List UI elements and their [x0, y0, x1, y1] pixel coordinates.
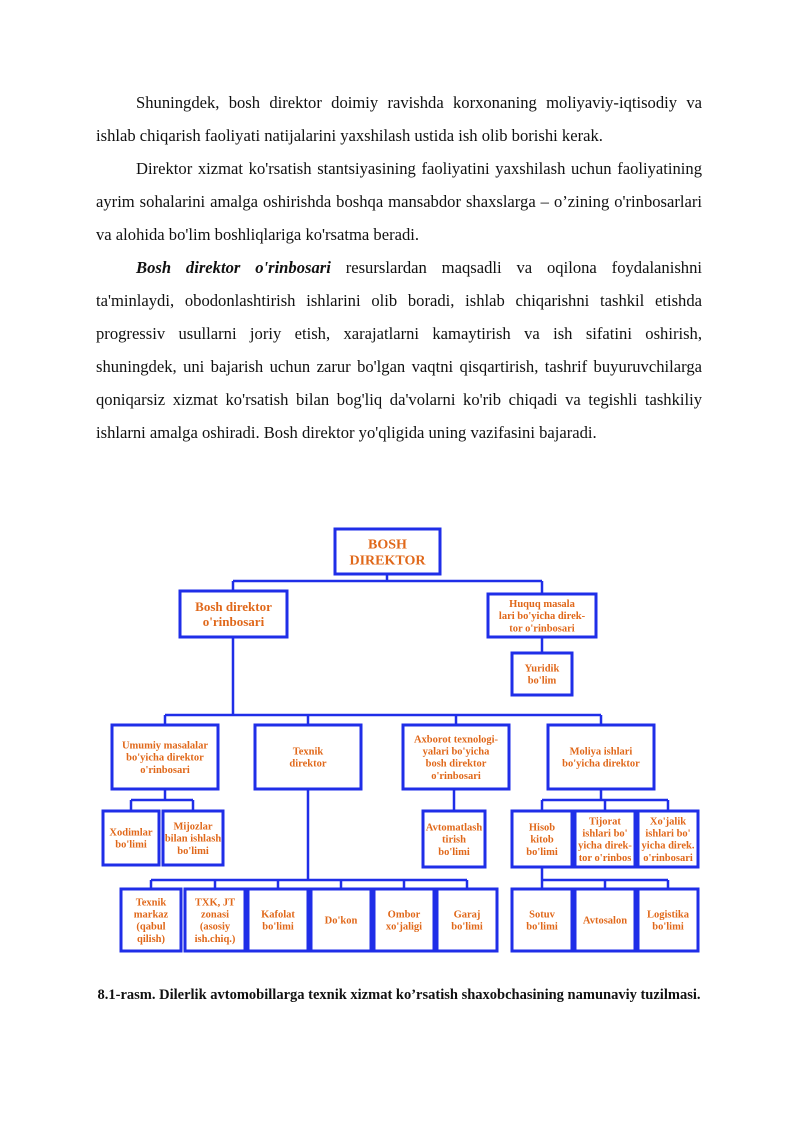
org-box-logistika — [638, 889, 698, 951]
org-box-label: bo'limi — [262, 921, 294, 933]
org-box-label: tor o'rinbosari — [509, 623, 575, 635]
org-box-label: (asosiy — [199, 921, 231, 933]
org-box-label: tirish — [442, 834, 466, 846]
org-box-avtosalon — [575, 889, 635, 951]
org-box-label: Logistika — [646, 909, 690, 921]
org-box-label: Texnik — [292, 746, 324, 758]
org-box-label: bo'yicha direktor — [126, 752, 204, 764]
org-box-label: o'rinbosari — [140, 764, 190, 776]
org-box-label: markaz — [133, 909, 169, 921]
org-box-ombor — [374, 889, 434, 951]
org-box-label: Texnik — [135, 897, 167, 909]
org-box-sotuv — [512, 889, 572, 951]
paragraph-1: Shuningdek, bosh direktor doimiy ravishda korxonaning moliyaviy-iqtisodiy va ishlab chiqarish faoliyati natijalarini yaxshilash ustida ish olib borishi kerak. — [96, 93, 702, 145]
body-text — [96, 86, 702, 449]
org-box-label: Avtomatlash — [425, 822, 483, 834]
org-box-huquq-masala — [488, 594, 596, 637]
org-box-label: bo'limi — [526, 846, 558, 858]
org-box-label: bo'limi — [526, 921, 558, 933]
org-box-kafolat-bolimi — [248, 889, 308, 951]
org-box-label: Xodimlar — [109, 827, 153, 839]
org-box-label: ishlari bo' — [582, 828, 628, 840]
org-box-label: ishlari bo' — [645, 828, 691, 840]
org-box-bosh-direktor-orinbosari — [180, 591, 287, 637]
org-box-garaj — [437, 889, 497, 951]
org-box-yuridik-bolim — [512, 653, 572, 695]
org-box-label: tor o'rinbos — [578, 852, 632, 864]
org-box-mijozlar-bilan — [163, 811, 223, 865]
org-box-bosh-direktor — [335, 529, 440, 574]
org-box-label: Ombor — [387, 909, 421, 921]
paragraph-3: Bosh direktor o'rinbosari resurslardan maqsadli va oqilona foydalanishni ta'minlaydi, obodonlashtirish ishlarini olib boradi, ishlab chiqarishni tashkil etishda progressiv usullarni joriy etish, xarajatlarni kamaytirish va ish sifatini oshirish, shuningdek, uni bajarish uchun zarur bo'lgan vaqtni qisqartirish, tashrif buyuruvchilarga qoniqarsiz xizmat ko'rsatish bilan bog'liq da'volarni ko'rib chiqadi va tegishli tashkiliy ishlarni amalga oshiradi. Bosh direktor yo'qligida uning vazifasini bajaradi. — [96, 258, 702, 442]
org-box-hisob-kitob — [512, 811, 572, 867]
org-box-label: Axborot texnologi- — [413, 734, 499, 746]
org-box-label: Xo'jalik — [649, 816, 687, 828]
org-box-label: xo'jaligi — [385, 921, 423, 933]
org-box-label: Mijozlar — [173, 821, 213, 833]
org-box-xojalik-ishlari — [638, 811, 698, 867]
org-box-label: Garaj — [453, 909, 481, 921]
org-box-label: Tijorat — [589, 816, 621, 828]
org-box-txk-jt — [185, 889, 245, 951]
org-box-label: bo'lim — [527, 675, 557, 687]
org-box-label: bo'yicha direktor — [562, 758, 640, 770]
org-box-label: o'rinbosari — [431, 770, 481, 782]
org-box-label: qilish) — [136, 933, 166, 945]
org-box-label: bo'limi — [652, 921, 684, 933]
org-box-label: DIREKTOR — [349, 553, 426, 569]
org-box-label: kitob — [530, 834, 554, 846]
org-box-label: Hisob — [528, 822, 556, 834]
paragraph-2: Direktor xizmat ko'rsatish stantsiyasining faoliyatini yaxshilash uchun faoliyatining ayrim sohalarini amalga oshirishda boshqa mansabdor shaxslarga – o’zining o'rinbosarlari va alohida bo'lim boshliqlariga ko'rsatma beradi. — [96, 159, 702, 244]
org-box-label: direktor — [289, 758, 327, 770]
org-box-texnik-direktor — [255, 725, 361, 789]
org-box-label: Moliya ishlari — [569, 746, 633, 758]
org-box-label: bo'limi — [438, 846, 470, 858]
org-box-label: Huquq masala — [509, 599, 575, 611]
org-box-label: (qabul — [136, 921, 166, 933]
org-box-moliya-ishlari — [548, 725, 654, 789]
bold-lead-term: Bosh direktor o'rinbosari — [136, 258, 331, 277]
org-box-label: Avtosalon — [582, 915, 628, 927]
org-box-label: Do'kon — [324, 915, 358, 927]
figure-caption: 8.1-rasm. Dilerlik avtomobillarga texnik xizmat ko’rsatish shaxobchasining namunaviy tuzilmasi. — [97, 987, 701, 1003]
org-box-tijorat-ishlari — [575, 811, 635, 867]
org-box-label: TXK, JT — [194, 897, 236, 909]
org-box-label: ish.chiq.) — [194, 933, 236, 945]
org-box-label: o'rinbosari — [643, 852, 693, 864]
org-box-label: bosh direktor — [425, 758, 487, 770]
org-box-label: yalari bo'yicha — [422, 746, 490, 758]
org-box-label: bo'limi — [177, 845, 209, 857]
org-box-label: Yuridik — [524, 663, 560, 675]
org-box-label: yicha direk. — [641, 840, 695, 852]
org-box-dokon — [311, 889, 371, 951]
org-box-label: BOSH — [368, 537, 407, 553]
org-box-label: Kafolat — [261, 909, 295, 921]
org-chart — [0, 520, 800, 960]
org-chart-boxes — [103, 529, 698, 951]
org-box-avtomatlash-bolimi — [423, 811, 485, 867]
org-box-axborot-texnologiyalari — [403, 725, 509, 789]
org-box-xodimlar-bolimi — [103, 811, 159, 865]
org-box-texnik-markaz — [121, 889, 181, 951]
org-box-label: yicha direk- — [578, 840, 632, 852]
org-box-label: Bosh direktor — [195, 599, 272, 615]
org-box-label: bo'limi — [451, 921, 483, 933]
org-box-label: Umumiy masalalar — [121, 740, 209, 752]
org-box-label: Sotuv — [529, 909, 555, 921]
org-box-label: bilan ishlash — [164, 833, 222, 845]
org-box-label: lari bo'yicha direk- — [498, 611, 586, 623]
org-box-umumiy-masalalar — [112, 725, 218, 789]
org-box-label: bo'limi — [115, 839, 147, 851]
org-box-label: o'rinbosari — [202, 614, 265, 630]
org-box-label: zonasi — [200, 909, 230, 921]
